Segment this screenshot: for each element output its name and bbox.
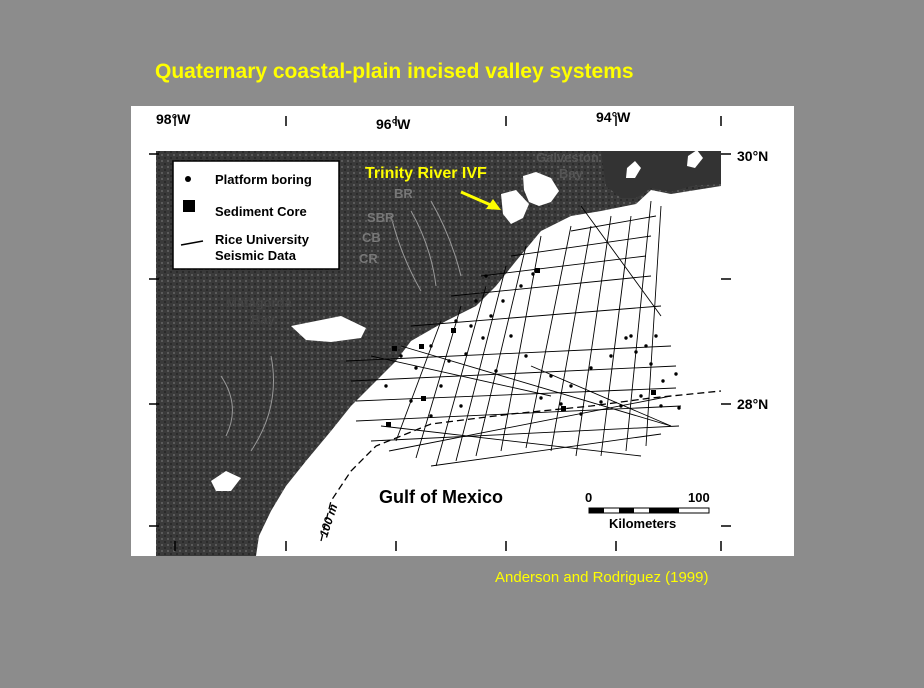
legend-item-seismic-line1: Rice University (215, 232, 309, 247)
label-gulf-of-mexico: Gulf of Mexico (379, 487, 504, 507)
lon-label-98w: 98°W (156, 111, 191, 127)
lat-label-28n: 28°N (737, 396, 769, 412)
scale-bar-seg (649, 508, 679, 513)
map-figure (131, 106, 794, 556)
lon-label-96w: 96°W (376, 116, 411, 132)
legend (173, 161, 339, 269)
legend-item-core: Sediment Core (215, 204, 307, 219)
label-sbr: SBR (367, 210, 395, 225)
scale-bar-end: 100 (688, 490, 710, 505)
label-isobath: 100 m (316, 502, 341, 539)
slide-title: Quaternary coastal-plain incised valley systems (155, 60, 634, 83)
label-galveston-bay: Bay (559, 166, 583, 181)
label-cr: CR (359, 251, 378, 266)
legend-item-seismic-line2: Seismic Data (215, 248, 296, 263)
map-svg (131, 106, 794, 556)
label-br: BR (394, 186, 413, 201)
scale-bar-seg (589, 508, 604, 513)
legend-core-symbol (183, 200, 195, 212)
label-matagorda: Matagorda (226, 295, 292, 310)
scale-bar-unit: Kilometers (609, 516, 677, 531)
scale-bar-seg (619, 508, 634, 513)
legend-item-boring: Platform boring (215, 172, 312, 187)
label-galveston: Galveston (536, 150, 599, 165)
scale-bar (585, 490, 710, 531)
lon-label-94w: 94°W (596, 109, 631, 125)
legend-boring-symbol (185, 176, 191, 182)
lat-label-30n: 30°N (737, 148, 769, 164)
label-matagorda-bay: Bay (251, 312, 275, 327)
annotation-trinity-river: Trinity River IVF (365, 165, 487, 182)
scale-bar-start: 0 (585, 490, 593, 505)
label-cb: CB (362, 230, 381, 245)
citation: Anderson and Rodriguez (1999) (495, 569, 709, 586)
